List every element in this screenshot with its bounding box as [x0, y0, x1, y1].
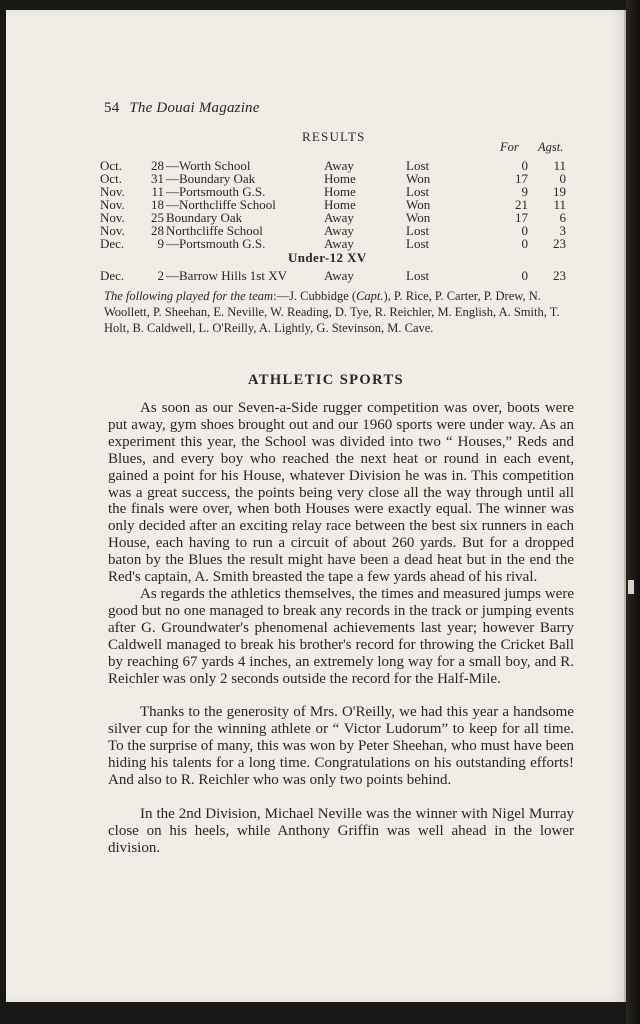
result-for: 9 [521, 184, 528, 199]
result-month: Nov. [100, 197, 125, 212]
result-venue: Away [324, 268, 354, 283]
result-for: 17 [515, 210, 528, 225]
result-outcome: Lost [406, 184, 430, 199]
result-day: 9 [157, 236, 164, 251]
result-agst: 6 [559, 210, 566, 225]
result-venue: Away [324, 223, 354, 238]
result-day: 28 [151, 223, 164, 238]
result-month: Dec. [100, 268, 125, 283]
team-text-a: :—J. Cubbidge ( [273, 289, 357, 303]
under12-result-row [6, 268, 624, 282]
result-day: 18 [151, 197, 164, 212]
result-opponent: —Portsmouth G.S. [166, 184, 266, 199]
result-venue: Home [324, 171, 356, 186]
result-row [6, 236, 624, 250]
results-heading: RESULTS [302, 129, 366, 144]
result-opponent: —Boundary Oak [166, 171, 256, 186]
scanner-edge [626, 0, 640, 1024]
article-body [108, 400, 574, 857]
result-opponent: Boundary Oak [166, 210, 243, 225]
result-agst: 3 [559, 223, 566, 238]
result-for: 21 [515, 197, 528, 212]
magazine-page [6, 10, 626, 1002]
result-row [6, 184, 624, 198]
result-venue: Home [324, 184, 356, 199]
result-row [6, 158, 624, 172]
result-row [6, 197, 624, 211]
result-opponent: —Worth School [166, 158, 251, 173]
result-agst: 0 [559, 171, 566, 186]
result-opponent: —Portsmouth G.S. [166, 236, 266, 251]
result-month: Nov. [100, 210, 125, 225]
result-outcome: Lost [406, 158, 430, 173]
result-agst: 11 [553, 158, 566, 173]
page-number: 54 [104, 100, 120, 116]
result-agst: 23 [553, 268, 566, 283]
team-text-b: ), P. Rice, P. Carter, P. Drew, N. Woollett, P. Sheehan, E. Neville, W. Reading, D. Tye, R. Reichler, M. English, A. Smith, T. Holt, B. Caldwell, L. O'Reilly, A. Lightly, G. Stevinson, M. Cave. [104, 289, 560, 335]
result-day: 11 [151, 184, 164, 199]
result-outcome: Lost [406, 236, 430, 251]
magazine-title: The Douai Magazine [129, 100, 260, 116]
result-for: 0 [521, 223, 528, 238]
result-day: 25 [151, 210, 164, 225]
result-opponent: —Barrow Hills 1st XV [166, 268, 287, 283]
result-month: Nov. [100, 223, 125, 238]
result-day: 31 [151, 171, 164, 186]
column-header-agst: Agst. [538, 140, 564, 154]
result-day: 28 [151, 158, 164, 173]
result-agst: 19 [553, 184, 566, 199]
page-marker [628, 580, 634, 594]
result-outcome: Won [406, 171, 431, 186]
result-outcome: Won [406, 197, 431, 212]
result-venue: Away [324, 158, 354, 173]
result-row [6, 223, 624, 237]
team-label: The following played for the team [104, 289, 274, 303]
result-row [6, 210, 624, 224]
result-venue: Home [324, 197, 356, 212]
article-paragraph: In the 2nd Division, Michael Neville was the winner with Nigel Murray close on his heels, while Anthony Griffin was well ahead in the lower division. [108, 805, 574, 856]
result-agst: 23 [553, 236, 566, 251]
result-venue: Away [324, 236, 354, 251]
running-head [104, 100, 260, 117]
result-for: 0 [521, 268, 528, 283]
article-paragraph: As soon as our Seven-a-Side rugger competition was over, boots were put away, gym shoes brought out and our 1960 sports were under way. As an experiment this year, the School was divided into two “ Houses,” Reds and Blues, and every boy who reached the next heat or round in each event, gained a point for his House, whatever Division he was in. This competition was a great success, the points being very close all the way through until all the finals were over, when both Houses were exactly equal. The winner was only decided after an exciting relay race between the best six runners in each House, each having to run a circuit of about 260 yards. But for a dropped baton by the Blues the result might have been a dead heat but in the end the Red's captain, A. Smith breasted the tape a few yards ahead of his rival. [108, 400, 574, 586]
under12-heading: Under-12 XV [288, 250, 367, 265]
result-for: 0 [521, 236, 528, 251]
result-for: 17 [515, 171, 528, 186]
article-paragraph: Thanks to the generosity of Mrs. O'Reilly, we had this year a handsome silver cup for the winning athlete or “ Victor Ludorum” to keep for all time. To the surprise of many, this was won by Peter Sheehan, who must have been hiding his talents for a long time. Congratulations on his outstanding efforts! And also to R. Reichler who was only two points behind. [108, 704, 574, 789]
result-month: Oct. [100, 171, 123, 186]
result-agst: 11 [553, 197, 566, 212]
result-outcome: Won [406, 210, 431, 225]
result-outcome: Lost [406, 268, 430, 283]
result-for: 0 [521, 158, 528, 173]
result-row [6, 171, 624, 185]
article-title: ATHLETIC SPORTS [248, 372, 404, 388]
result-outcome: Lost [406, 223, 430, 238]
article-paragraph: As regards the athletics themselves, the times and measured jumps were good but no one managed to break any records in the track or jumping events after G. Groundwater's phenomenal achievements last year; however Barry Caldwell managed to break his brother's record for throwing the Cricket Ball by reaching 67 yards 4 inches, an extremely long way for a small boy, and R. Reichler was only 2 seconds outside the record for the Half-Mile. [108, 585, 574, 687]
result-venue: Away [324, 210, 354, 225]
result-month: Dec. [100, 236, 125, 251]
team-list [104, 288, 566, 336]
result-month: Oct. [100, 158, 123, 173]
column-header-for: For [500, 140, 519, 154]
result-month: Nov. [100, 184, 125, 199]
captain-abbrev: Capt. [356, 289, 384, 303]
result-day: 2 [157, 268, 164, 283]
result-opponent: —Northcliffe School [166, 197, 276, 212]
result-opponent: Northcliffe School [166, 223, 263, 238]
